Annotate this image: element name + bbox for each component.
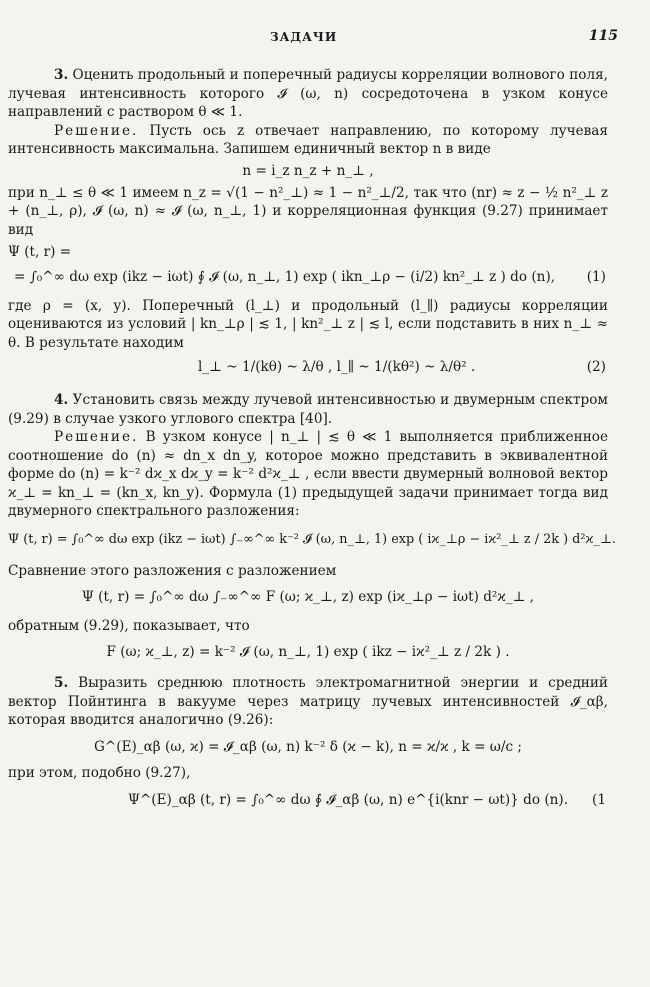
problem-5-number: 5. [54, 675, 69, 692]
equation-4a: Ψ (t, r) = ∫₀^∞ dω exp (ikz − iωt) ∫₋∞^∞ k⁻² 𝓘 (ω, n_⊥, 1) exp ( iϰ_⊥ρ − iϰ²_⊥ z / 2k ) d²ϰ_⊥. [8, 532, 616, 548]
solution-text: Пусть ось z отвечает направлению, по которому лучевая интенсивность максимальна. Запишем единичный вектор n в виде [8, 122, 608, 158]
page-header [0, 28, 650, 48]
equation-1-line-1: Ψ (t, r) = [8, 244, 72, 261]
equation-1-body: = ∫₀^∞ dω exp (ikz − iωt) ∮ 𝓘 (ω, n_⊥, 1) exp ( ikn_⊥ρ − (i/2) kn²_⊥ z ) do (n), [14, 268, 556, 285]
equation-2-number: (2) [586, 359, 606, 376]
equation-n: n = i_z n_z + n_⊥ , [242, 162, 374, 179]
page-body [8, 66, 616, 810]
equation-4c: F (ω; ϰ_⊥, z) = k⁻² 𝓘 (ω, n_⊥, 1) exp ( ikz − iϰ²_⊥ z / 2k ) . [106, 644, 510, 661]
solution-label: Решение. [54, 122, 139, 139]
page-number: 115 [588, 28, 618, 44]
problem-3-text-2: при n_⊥ ≤ θ ≪ 1 имеем n_z = √(1 − n²_⊥) ≈ 1 − n²_⊥/2, так что (nr) ≈ z − ½ n²_⊥ z + (n_⊥, ρ), 𝓘 (ω, n) ≈ 𝓘 (ω, n_⊥, 1) и корреляционная функция (9.27) принимает вид [8, 184, 608, 238]
problem-4-text: Установить связь между лучевой интенсивностью и двумерным спектром (9.29) в случае узкого углового спектра [40]. [8, 391, 609, 427]
problem-5-statement [8, 674, 608, 730]
solution-label: Решение. [54, 429, 139, 446]
running-title: ЗАДАЧИ [270, 30, 338, 44]
equation-1-number: (1) [586, 268, 606, 285]
problem-3-statement [8, 66, 608, 122]
problem-4-solution [8, 428, 608, 521]
equation-5b-number: (1 [592, 792, 606, 808]
problem-4-number: 4. [54, 391, 69, 408]
equation-5b [8, 791, 608, 810]
solution-text: В узком конусе | n_⊥ | ≲ θ ≪ 1 выполняется приближенное соотношение do (n) ≈ dn_x dn_y, которое можно представить в эквивалентной форме do (n) = k⁻² dϰ_x dϰ_y = k⁻² d²ϰ_⊥ , если ввести двумерный волновой вектор ϰ_⊥ = kn_⊥ = (kn_x, kn_y). Формула (1) предыдущей задачи принимает тогда вид двумерного спектрального разложения: [8, 429, 608, 520]
equation-5b-body: Ψ^(E)_αβ (t, r) = ∫₀^∞ dω ∮ 𝓘_αβ (ω, n) e^{i(knr − ωt)} do (n). [128, 792, 569, 808]
equation-5a: G^(E)_αβ (ω, ϰ) = 𝓘_αβ (ω, n) k⁻² δ (ϰ − k), n = ϰ/ϰ , k = ω/c ; [94, 738, 522, 755]
problem-5-text-2: при этом, подобно (9.27), [8, 765, 191, 782]
problem-4-text-2: Сравнение этого разложения с разложением [8, 562, 337, 579]
problem-4-statement [8, 391, 608, 428]
problem-3-number: 3. [54, 67, 69, 83]
problem-3-text: Оценить продольный и поперечный радиусы корреляции волнового поля, лучевая интенсивность которого 𝓘 (ω, n) сосредоточена в узком конусе направлений с раствором θ ≪ 1. [8, 67, 608, 121]
equation-4b: Ψ (t, r) = ∫₀^∞ dω ∫₋∞^∞ F (ω; ϰ_⊥, z) exp (iϰ_⊥ρ − iωt) d²ϰ_⊥ , [81, 589, 535, 606]
equation-2-body: l_⊥ ~ 1/(kθ) ~ λ/θ , l_∥ ~ 1/(kθ²) ~ λ/θ² . [198, 359, 476, 376]
equation-1-line-2 [14, 268, 608, 287]
problem-5-text: Выразить среднюю плотность электромагнитной энергии и средний вектор Пойнтинга в вакууме через матрицу лучевых интенсивностей 𝓘_αβ, которая вводится аналогично (9.26): [8, 675, 608, 729]
problem-3-solution [8, 122, 608, 159]
equation-2 [8, 358, 608, 377]
problem-3-text-3: где ρ = (x, y). Поперечный (l_⊥) и продольный (l_∥) радиусы корреляции оцениваются из условий | kn_⊥ρ | ≲ 1, | kn²_⊥ z | ≲ l, если подставить в них n_⊥ ≈ θ. В результате находим [8, 297, 608, 351]
problem-4-text-3: обратным (9.29), показывает, что [8, 617, 250, 634]
